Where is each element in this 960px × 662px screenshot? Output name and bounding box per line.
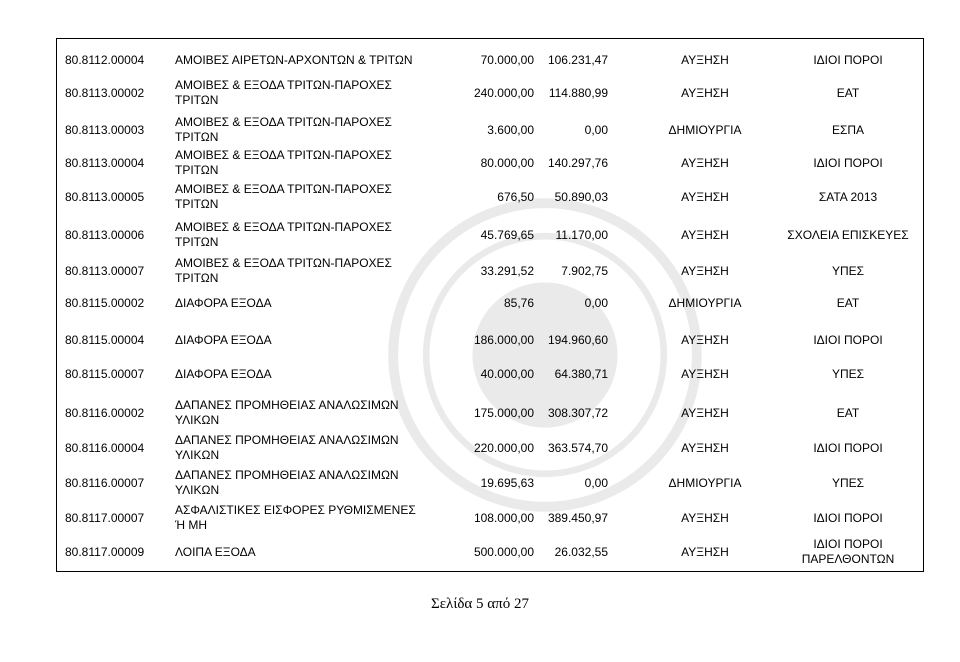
action-type (640, 476, 770, 491)
account-code (65, 333, 144, 348)
action-type (640, 333, 770, 348)
funding-source (770, 296, 926, 311)
account-code (65, 367, 144, 382)
account-code-line: 80.8113.00003 (65, 122, 145, 137)
budget-amount (481, 156, 534, 171)
account-description-line: ΥΛΙΚΩΝ (175, 413, 220, 427)
funding-source-line: ΙΔΙΟΙ ΠΟΡΟΙ (813, 510, 883, 525)
account-description-line: ΛΟΙΠΑ ΕΞΟΔΑ (175, 544, 256, 559)
funding-source-line: ΙΔΙΟΙ ΠΟΡΟΙ (813, 52, 883, 67)
account-description (175, 333, 272, 348)
account-description-line: ΔΑΠΑΝΕΣ ΠΡΟΜΗΘΕΙΑΣ ΑΝΑΛΩΣΙΜΩΝ (175, 433, 399, 447)
change-amount (555, 367, 608, 382)
funding-source-line: ΕΑΤ (836, 85, 860, 100)
change-amount-line: 194.960,60 (547, 332, 608, 347)
account-description-line: ΔΙΑΦΟΡΑ ΕΞΟΔΑ (175, 366, 272, 381)
funding-source (770, 123, 926, 138)
account-code-line: 80.8113.00004 (65, 155, 145, 170)
funding-source-line: ΙΔΙΟΙ ΠΟΡΟΙ (813, 155, 883, 170)
account-description (175, 367, 272, 382)
budget-amount-line: 19.695,63 (480, 475, 534, 490)
change-amount-line: 0,00 (584, 475, 608, 490)
budget-amount (474, 86, 534, 101)
account-description-line: ΑΜΟΙΒΕΣ & ΕΞΟΔΑ ΤΡΙΤΩΝ-ΠΑΡΟΧΕΣ (175, 115, 392, 129)
funding-source-line: ΥΠΕΣ (831, 475, 865, 490)
action-type-line: ΔΗΜΙΟΥΡΓΙΑ (668, 475, 742, 490)
funding-source (770, 367, 926, 382)
funding-source-line: ΥΠΕΣ (831, 366, 865, 381)
change-amount (556, 228, 609, 243)
budget-amount-line: 45.769,65 (480, 227, 534, 242)
account-code-line: 80.8115.00004 (65, 332, 145, 347)
budget-amount-line: 676,50 (497, 189, 534, 204)
action-type-line: ΑΥΞΗΣΗ (681, 52, 729, 67)
action-type-line: ΑΥΞΗΣΗ (681, 405, 729, 420)
account-description-line: ΔΑΠΑΝΕΣ ΠΡΟΜΗΘΕΙΑΣ ΑΝΑΛΩΣΙΜΩΝ (175, 468, 399, 482)
action-type (640, 296, 770, 311)
change-amount-line: 50.890,03 (554, 189, 608, 204)
account-code-line: 80.8117.00009 (65, 544, 145, 559)
change-amount-line: 0,00 (584, 295, 608, 310)
funding-source-line: ΙΔΙΟΙ ΠΟΡΟΙ (813, 537, 883, 551)
account-description-line: ΑΜΟΙΒΕΣ & ΕΞΟΔΑ ΤΡΙΤΩΝ-ΠΑΡΟΧΕΣ (175, 78, 392, 92)
account-description-line: ΔΙΑΦΟΡΑ ΕΞΟΔΑ (175, 295, 272, 310)
funding-source-line: ΕΣΠΑ (831, 122, 865, 137)
action-type-line: ΑΥΞΗΣΗ (681, 510, 729, 525)
action-type-line: ΑΥΞΗΣΗ (681, 155, 729, 170)
action-type (640, 545, 770, 560)
account-code-line: 80.8115.00002 (65, 295, 145, 310)
funding-source (770, 53, 926, 68)
change-amount (548, 441, 608, 456)
action-type (640, 53, 770, 68)
account-description (175, 53, 413, 68)
account-description (175, 433, 399, 463)
account-description (175, 296, 272, 311)
account-code (65, 123, 144, 138)
budget-amount-line: 186.000,00 (473, 332, 534, 347)
change-amount (555, 545, 608, 560)
account-description-line: ΤΡΙΤΩΝ (175, 93, 219, 107)
action-type-line: ΔΗΜΙΟΥΡΓΙΑ (668, 295, 742, 310)
account-description (175, 220, 392, 250)
change-amount (548, 511, 608, 526)
funding-source (770, 476, 926, 491)
funding-source-line: ΕΑΤ (836, 295, 860, 310)
change-amount (548, 156, 608, 171)
budget-amount-line: 240.000,00 (473, 85, 534, 100)
change-amount (548, 333, 608, 348)
funding-source (770, 406, 926, 421)
budget-amount (474, 333, 534, 348)
account-description-line: Ή ΜΗ (175, 518, 208, 532)
account-code (65, 86, 144, 101)
change-amount-line: 140.297,76 (547, 155, 608, 170)
account-description-line: ΤΡΙΤΩΝ (175, 271, 219, 285)
change-amount-line: 11.170,00 (555, 227, 608, 242)
funding-source (770, 190, 926, 205)
change-amount (585, 476, 608, 491)
account-description-line: ΥΛΙΚΩΝ (175, 483, 220, 497)
budget-amount-line: 220.000,00 (473, 440, 534, 455)
account-code (65, 296, 144, 311)
account-code (65, 476, 144, 491)
change-amount (549, 86, 608, 101)
budget-amount (474, 545, 534, 560)
account-code (65, 511, 144, 526)
action-type-line: ΑΥΞΗΣΗ (681, 85, 729, 100)
account-code-line: 80.8113.00005 (65, 189, 145, 204)
funding-source-line: ΠΑΡΕΛΘΟΝΤΩΝ (801, 552, 895, 566)
account-code (65, 406, 144, 421)
budget-amount-line: 80.000,00 (480, 155, 534, 170)
account-description-line: ΑΜΟΙΒΕΣ & ΕΞΟΔΑ ΤΡΙΤΩΝ-ΠΑΡΟΧΕΣ (175, 182, 392, 196)
funding-source (770, 441, 926, 456)
action-type (640, 264, 770, 279)
budget-amount-line: 3.600,00 (487, 122, 534, 137)
funding-source (770, 333, 926, 348)
action-type (640, 511, 770, 526)
budget-amount-line: 108.000,00 (473, 510, 534, 525)
account-description (175, 256, 392, 286)
account-code-line: 80.8113.00002 (65, 85, 145, 100)
account-code-line: 80.8116.00007 (65, 475, 145, 490)
budget-amount (487, 123, 534, 138)
change-amount-line: 26.032,55 (554, 544, 608, 559)
change-amount-line: 0,00 (584, 122, 608, 137)
action-type-line: ΑΥΞΗΣΗ (681, 440, 729, 455)
account-code-line: 80.8113.00007 (65, 263, 145, 278)
budget-amount (481, 476, 534, 491)
budget-amount (504, 296, 534, 311)
funding-source (770, 537, 926, 567)
account-description (175, 115, 392, 145)
account-code-line: 80.8112.00004 (65, 52, 145, 67)
account-description (175, 182, 392, 212)
action-type-line: ΑΥΞΗΣΗ (681, 332, 729, 347)
budget-amount (481, 264, 534, 279)
funding-source-line: ΙΔΙΟΙ ΠΟΡΟΙ (813, 332, 883, 347)
action-type-line: ΑΥΞΗΣΗ (681, 189, 729, 204)
funding-source (770, 264, 926, 279)
account-code-line: 80.8115.00007 (65, 366, 145, 381)
budget-amount-line: 500.000,00 (473, 544, 534, 559)
change-amount-line: 114.880,99 (548, 85, 608, 100)
page-footer: Σελίδα 5 από 27 (431, 596, 529, 612)
funding-source-line: ΣΧΟΛΕΙΑ ΕΠΙΣΚΕΥΕΣ (787, 227, 909, 242)
account-description-line: ΑΜΟΙΒΕΣ & ΕΞΟΔΑ ΤΡΙΤΩΝ-ΠΑΡΟΧΕΣ (175, 256, 392, 270)
action-type (640, 228, 770, 243)
account-code (65, 545, 144, 560)
account-code (65, 264, 144, 279)
account-description-line: ΤΡΙΤΩΝ (175, 197, 219, 211)
action-type (640, 441, 770, 456)
account-code-line: 80.8116.00002 (65, 405, 145, 420)
account-description-line: ΑΣΦΑΛΙΣΤΙΚΕΣ ΕΙΣΦΟΡΕΣ ΡΥΘΜΙΣΜΕΝΕΣ (175, 503, 416, 517)
account-description-line: ΑΜΟΙΒΕΣ & ΕΞΟΔΑ ΤΡΙΤΩΝ-ΠΑΡΟΧΕΣ (175, 220, 392, 234)
account-description (175, 545, 256, 560)
funding-source (770, 156, 926, 171)
budget-amount-line: 85,76 (503, 295, 534, 310)
account-description (175, 148, 392, 178)
action-type (640, 190, 770, 205)
action-type (640, 367, 770, 382)
funding-source (770, 511, 926, 526)
account-description (175, 398, 399, 428)
change-amount-line: 363.574,70 (547, 440, 608, 455)
action-type (640, 406, 770, 421)
account-description (175, 503, 416, 533)
action-type-line: ΑΥΞΗΣΗ (681, 227, 729, 242)
account-code (65, 228, 144, 243)
change-amount-line: 308.307,72 (547, 405, 608, 420)
funding-source (770, 228, 926, 243)
change-amount-line: 106.231,47 (547, 52, 608, 67)
change-amount-line: 389.450,97 (547, 510, 608, 525)
account-code (65, 441, 144, 456)
action-type-line: ΑΥΞΗΣΗ (681, 366, 729, 381)
budget-amount (481, 367, 534, 382)
budget-amount (474, 406, 534, 421)
budget-amount-line: 70.000,00 (480, 52, 534, 67)
budget-amount (474, 511, 534, 526)
change-amount (555, 190, 608, 205)
action-type (640, 156, 770, 171)
funding-source-line: ΙΔΙΟΙ ΠΟΡΟΙ (813, 440, 883, 455)
account-code-line: 80.8117.00007 (65, 510, 145, 525)
change-amount (548, 53, 608, 68)
action-type-line: ΔΗΜΙΟΥΡΓΙΑ (668, 122, 742, 137)
funding-source-line: ΕΑΤ (836, 405, 860, 420)
account-code-line: 80.8113.00006 (65, 227, 145, 242)
action-type (640, 123, 770, 138)
change-amount (585, 123, 608, 138)
account-code (65, 156, 144, 171)
change-amount (585, 296, 608, 311)
funding-source (770, 86, 926, 101)
account-code (65, 53, 144, 68)
budget-amount-line: 175.000,00 (473, 405, 534, 420)
account-description (175, 468, 399, 498)
budget-amount (474, 441, 534, 456)
change-amount-line: 64.380,71 (554, 366, 608, 381)
account-code-line: 80.8116.00004 (65, 440, 145, 455)
account-description-line: ΤΡΙΤΩΝ (175, 235, 219, 249)
funding-source-line: ΣΑΤΑ 2013 (818, 189, 878, 204)
account-description-line: ΔΙΑΦΟΡΑ ΕΞΟΔΑ (175, 332, 272, 347)
action-type-line: ΑΥΞΗΣΗ (681, 263, 729, 278)
budget-amount (481, 228, 534, 243)
change-amount (548, 406, 608, 421)
funding-source-line: ΥΠΕΣ (831, 263, 865, 278)
change-amount-line: 7.902,75 (561, 263, 608, 278)
budget-amount-line: 33.291,52 (480, 263, 534, 278)
account-description-line: ΑΜΟΙΒΕΣ ΑΙΡΕΤΩΝ-ΑΡΧΟΝΤΩΝ & ΤΡΙΤΩΝ (175, 52, 413, 67)
budget-amount (497, 190, 534, 205)
action-type (640, 86, 770, 101)
budget-amount-line: 40.000,00 (480, 366, 534, 381)
account-description (175, 78, 392, 108)
account-description-line: ΔΑΠΑΝΕΣ ΠΡΟΜΗΘΕΙΑΣ ΑΝΑΛΩΣΙΜΩΝ (175, 398, 399, 412)
account-description-line: ΑΜΟΙΒΕΣ & ΕΞΟΔΑ ΤΡΙΤΩΝ-ΠΑΡΟΧΕΣ (175, 148, 392, 162)
account-description-line: ΤΡΙΤΩΝ (175, 130, 219, 144)
action-type-line: ΑΥΞΗΣΗ (681, 544, 729, 559)
account-description-line: ΥΛΙΚΩΝ (175, 448, 220, 462)
account-code (65, 190, 144, 205)
change-amount (561, 264, 608, 279)
account-description-line: ΤΡΙΤΩΝ (175, 163, 219, 177)
budget-amount (481, 53, 534, 68)
